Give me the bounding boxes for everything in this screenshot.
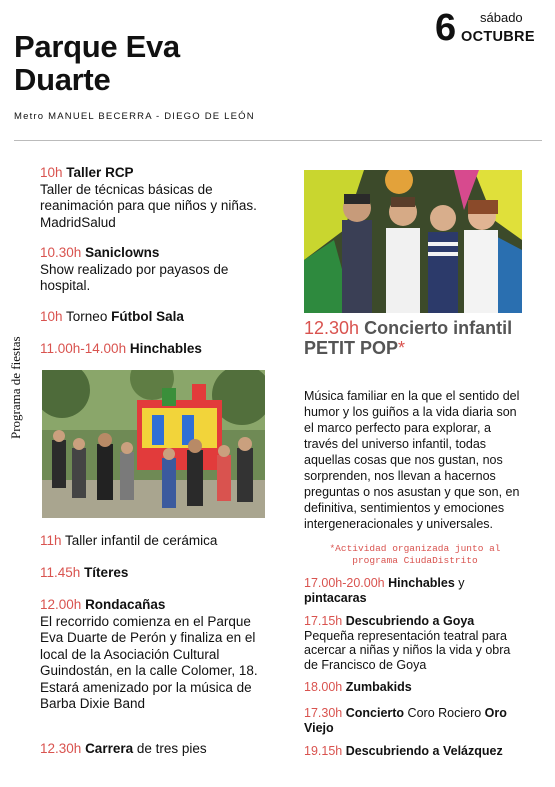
concert-note: *Actividad organizada junto al programa CiudaDistrito [329, 543, 501, 566]
event-name-2: pintacaras [304, 590, 367, 605]
event-time: 10h [40, 165, 63, 180]
event-name: Descubriendo a Goya [345, 614, 475, 628]
event-time: 10.30h [40, 245, 82, 260]
event-name: Zumbakids [345, 680, 412, 694]
event-time: 19.15h [304, 744, 343, 758]
event-desc: Taller de técnicas básicas de reanimación para que niños y niñas. MadridSalud [40, 181, 257, 230]
event-titeres [40, 565, 270, 582]
event-time: 17.15h [304, 614, 343, 628]
event-pre: Torneo [66, 309, 108, 324]
event-name: Títeres [84, 565, 129, 580]
event-name: Hinchables [388, 576, 455, 590]
event-goya [304, 614, 526, 672]
event-name: Saniclowns [85, 245, 160, 260]
event-name: Hinchables [129, 341, 202, 356]
event-saniclowns [40, 245, 270, 295]
event-post: Coro Rociero [407, 706, 482, 720]
event-time: 18.00h [304, 680, 343, 694]
event-post: y [458, 576, 465, 590]
event-name: Fútbol Sala [111, 309, 184, 324]
event-pre: Taller infantil de cerámica [65, 533, 218, 548]
day-number: 6 [435, 7, 457, 49]
event-desc: Show realizado por payasos de hospital. [40, 261, 229, 293]
event-desc: El recorrido comienza en el Parque Eva Duarte de Perón y finaliza en el local de la Asociación Cultural Guindostán, en la calle Colomer, 18. Estará amenizado por la música de Barba Dixie Band [40, 613, 258, 711]
title-line-1: Parque Eva [14, 29, 180, 64]
header-divider [14, 140, 542, 141]
event-taller-rcp [40, 165, 270, 231]
event-name-2: Oro Viejo [304, 706, 507, 735]
concert-title-text: Concierto infantil PETIT POP [304, 318, 513, 358]
event-time: 12.00h [40, 597, 82, 612]
event-carrera [40, 741, 270, 758]
event-time: 11.45h [40, 565, 81, 580]
event-time: 17.00h-20.00h [304, 576, 385, 590]
event-zumbakids [304, 680, 524, 695]
event-hinchables [40, 341, 270, 358]
concert-star: * [398, 338, 406, 358]
event-time: 11h [40, 533, 62, 548]
event-name: Descubriendo a Velázquez [345, 744, 503, 758]
concert-description: Música familiar en la que el sentido del humor y los guiños a la vida diaria son el marco perfecto para explorar, a través del universo infantil, todas aquellas cosas que nos gustan, nos sorprenden, nos llevan a hacernos preguntas o nos asustan y que son, en definitiva, sentimientos y emociones intergeneracionales y universales. [304, 389, 520, 531]
park-title [14, 30, 180, 96]
photo-bouncy-castle [42, 370, 265, 518]
metro-info: Metro MANUEL BECERRA - DIEGO DE LEÓN [14, 111, 255, 122]
event-velazquez [304, 744, 524, 759]
concert-title [304, 318, 524, 358]
event-post: de tres pies [136, 741, 207, 756]
event-name: Taller RCP [66, 165, 134, 180]
event-name: Rondacañas [85, 597, 166, 612]
title-line-2: Duarte [14, 62, 111, 97]
day-name: sábado [480, 10, 523, 25]
month: OCTUBRE [461, 29, 535, 45]
event-time: 17.30h [304, 706, 343, 720]
event-futbol-sala [40, 309, 270, 326]
event-time: 11.00h-14.00h [40, 341, 127, 356]
event-coro-rociero [304, 706, 524, 735]
concert-time: 12.30h [304, 318, 360, 338]
event-rondacanas [40, 597, 272, 713]
event-hinchables-pintacaras [304, 576, 524, 605]
event-desc: Pequeña representación teatral para acercar a niñas y niños la vida y obra de Francisco de Goya [304, 628, 511, 672]
event-time: 12.30h [40, 741, 82, 756]
event-time: 10h [40, 309, 63, 324]
event-name: Concierto [345, 706, 405, 720]
photo-petit-pop-band [304, 170, 522, 313]
side-label: Programa de fiestas [8, 336, 23, 439]
event-name: Carrera [85, 741, 134, 756]
event-ceramica [40, 533, 270, 550]
